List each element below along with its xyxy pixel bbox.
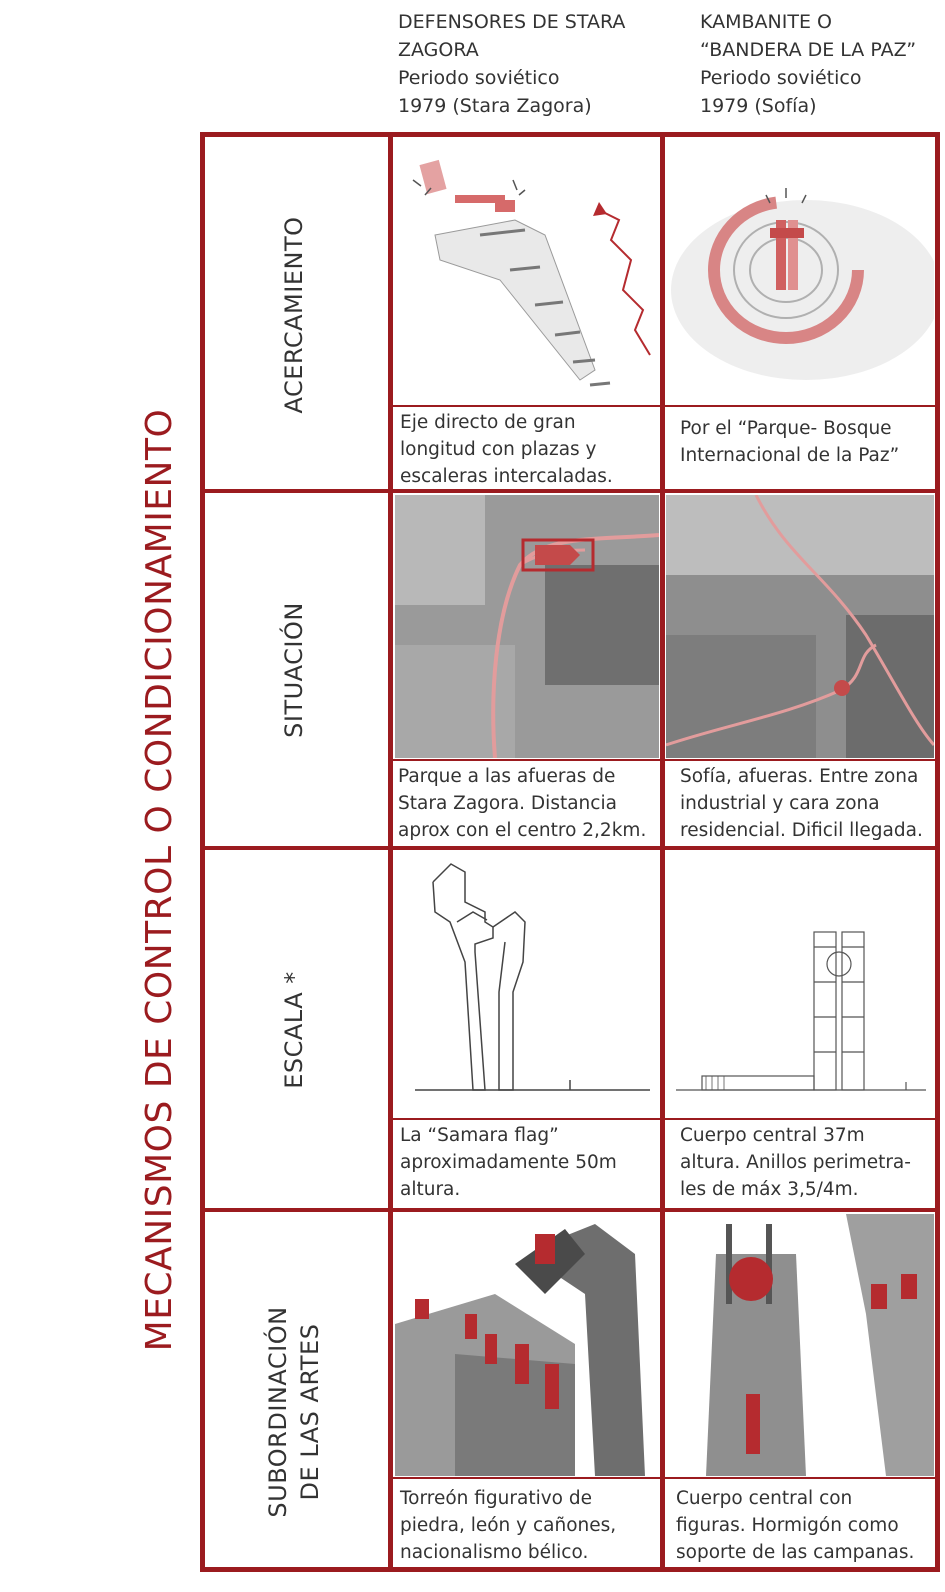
caption-line: Cuerpo central con — [676, 1488, 853, 1509]
column-header-kambanite — [700, 8, 916, 120]
caption-line: Torreón figurativo de — [400, 1488, 592, 1509]
caption-escala-stara — [400, 1122, 617, 1203]
caption-line: La “Samara flag” — [400, 1125, 559, 1146]
caption-divider — [393, 405, 935, 407]
caption-acercamiento-stara — [400, 409, 613, 490]
caption-line: Sofía, afueras. Entre zona — [680, 766, 919, 787]
caption-divider — [393, 759, 935, 761]
caption-line: nacionalismo bélico. — [400, 1542, 589, 1563]
caption-line: residencial. Dificil llegada. — [680, 820, 923, 841]
caption-line: soporte de las campanas. — [676, 1542, 915, 1563]
column-header-stara-zagora — [398, 8, 625, 120]
column-date-place: 1979 (Sofía) — [700, 95, 817, 117]
caption-line: Por el “Parque- Bosque — [680, 418, 892, 439]
caption-subordinacion-stara — [400, 1485, 616, 1566]
kambanite-monument-photo — [666, 1214, 934, 1476]
column-title-line2: “BANDERA DE LA PAZ” — [700, 39, 917, 61]
caption-line: Stara Zagora. Distancia — [398, 793, 617, 814]
row-label-situacion: SITUACIÓN — [280, 602, 308, 738]
caption-line: altura. — [400, 1179, 461, 1200]
approach-axis-drawing — [395, 140, 659, 404]
caption-line: aprox con el centro 2,2km. — [398, 820, 647, 841]
row-label-line2: DE LAS ARTES — [296, 1323, 324, 1501]
column-title-line2: ZAGORA — [398, 39, 479, 61]
sofia-aerial-map — [666, 495, 934, 758]
caption-line: Cuerpo central 37m — [680, 1125, 865, 1146]
caption-divider — [393, 1118, 935, 1120]
caption-subordinacion-kambanite — [676, 1485, 914, 1566]
caption-line: les de máx 3,5/4m. — [680, 1179, 859, 1200]
row-label-escala: ESCALA * — [280, 971, 308, 1089]
column-title-line1: DEFENSORES DE STARA — [398, 11, 626, 33]
caption-acercamiento-kambanite — [680, 415, 899, 469]
side-title: MECANISMOS DE CONTROL O CONDICIONAMIENTO — [139, 408, 180, 1352]
stara-zagora-monument-photo — [395, 1214, 659, 1476]
caption-line: industrial y cara zona — [680, 793, 880, 814]
caption-situacion-kambanite — [680, 763, 923, 844]
caption-line: Internacional de la Paz” — [680, 445, 900, 466]
row-label-subordinacion — [262, 1232, 326, 1592]
caption-escala-kambanite — [680, 1122, 911, 1203]
column-divider — [660, 132, 665, 1572]
row-label-acercamiento: ACERCAMIENTO — [280, 216, 308, 414]
caption-line: aproximadamente 50m — [400, 1152, 617, 1173]
caption-divider — [393, 1477, 935, 1479]
row-divider — [200, 1208, 940, 1212]
column-period: Periodo soviético — [398, 67, 560, 89]
kambanite-elevation-drawing — [666, 852, 934, 1117]
peace-park-approach-drawing — [666, 140, 934, 404]
stara-zagora-aerial-map — [395, 495, 659, 758]
caption-line: figuras. Hormigón como — [676, 1515, 899, 1536]
caption-line: Eje directo de gran — [400, 412, 576, 433]
caption-situacion-stara — [398, 763, 646, 844]
column-date-place: 1979 (Stara Zagora) — [398, 95, 592, 117]
caption-line: escaleras intercaladas. — [400, 466, 613, 487]
row-divider — [200, 846, 940, 850]
column-period: Periodo soviético — [700, 67, 862, 89]
caption-line: piedra, león y cañones, — [400, 1515, 617, 1536]
column-title-line1: KAMBANITE O — [700, 11, 832, 33]
caption-line: altura. Anillos perimetra- — [680, 1152, 911, 1173]
caption-line: longitud con plazas y — [400, 439, 597, 460]
samara-flag-elevation-drawing — [395, 852, 659, 1117]
column-divider — [388, 132, 393, 1572]
row-label-line1: SUBORDINACIÓN — [264, 1306, 292, 1518]
caption-line: Parque a las afueras de — [398, 766, 616, 787]
